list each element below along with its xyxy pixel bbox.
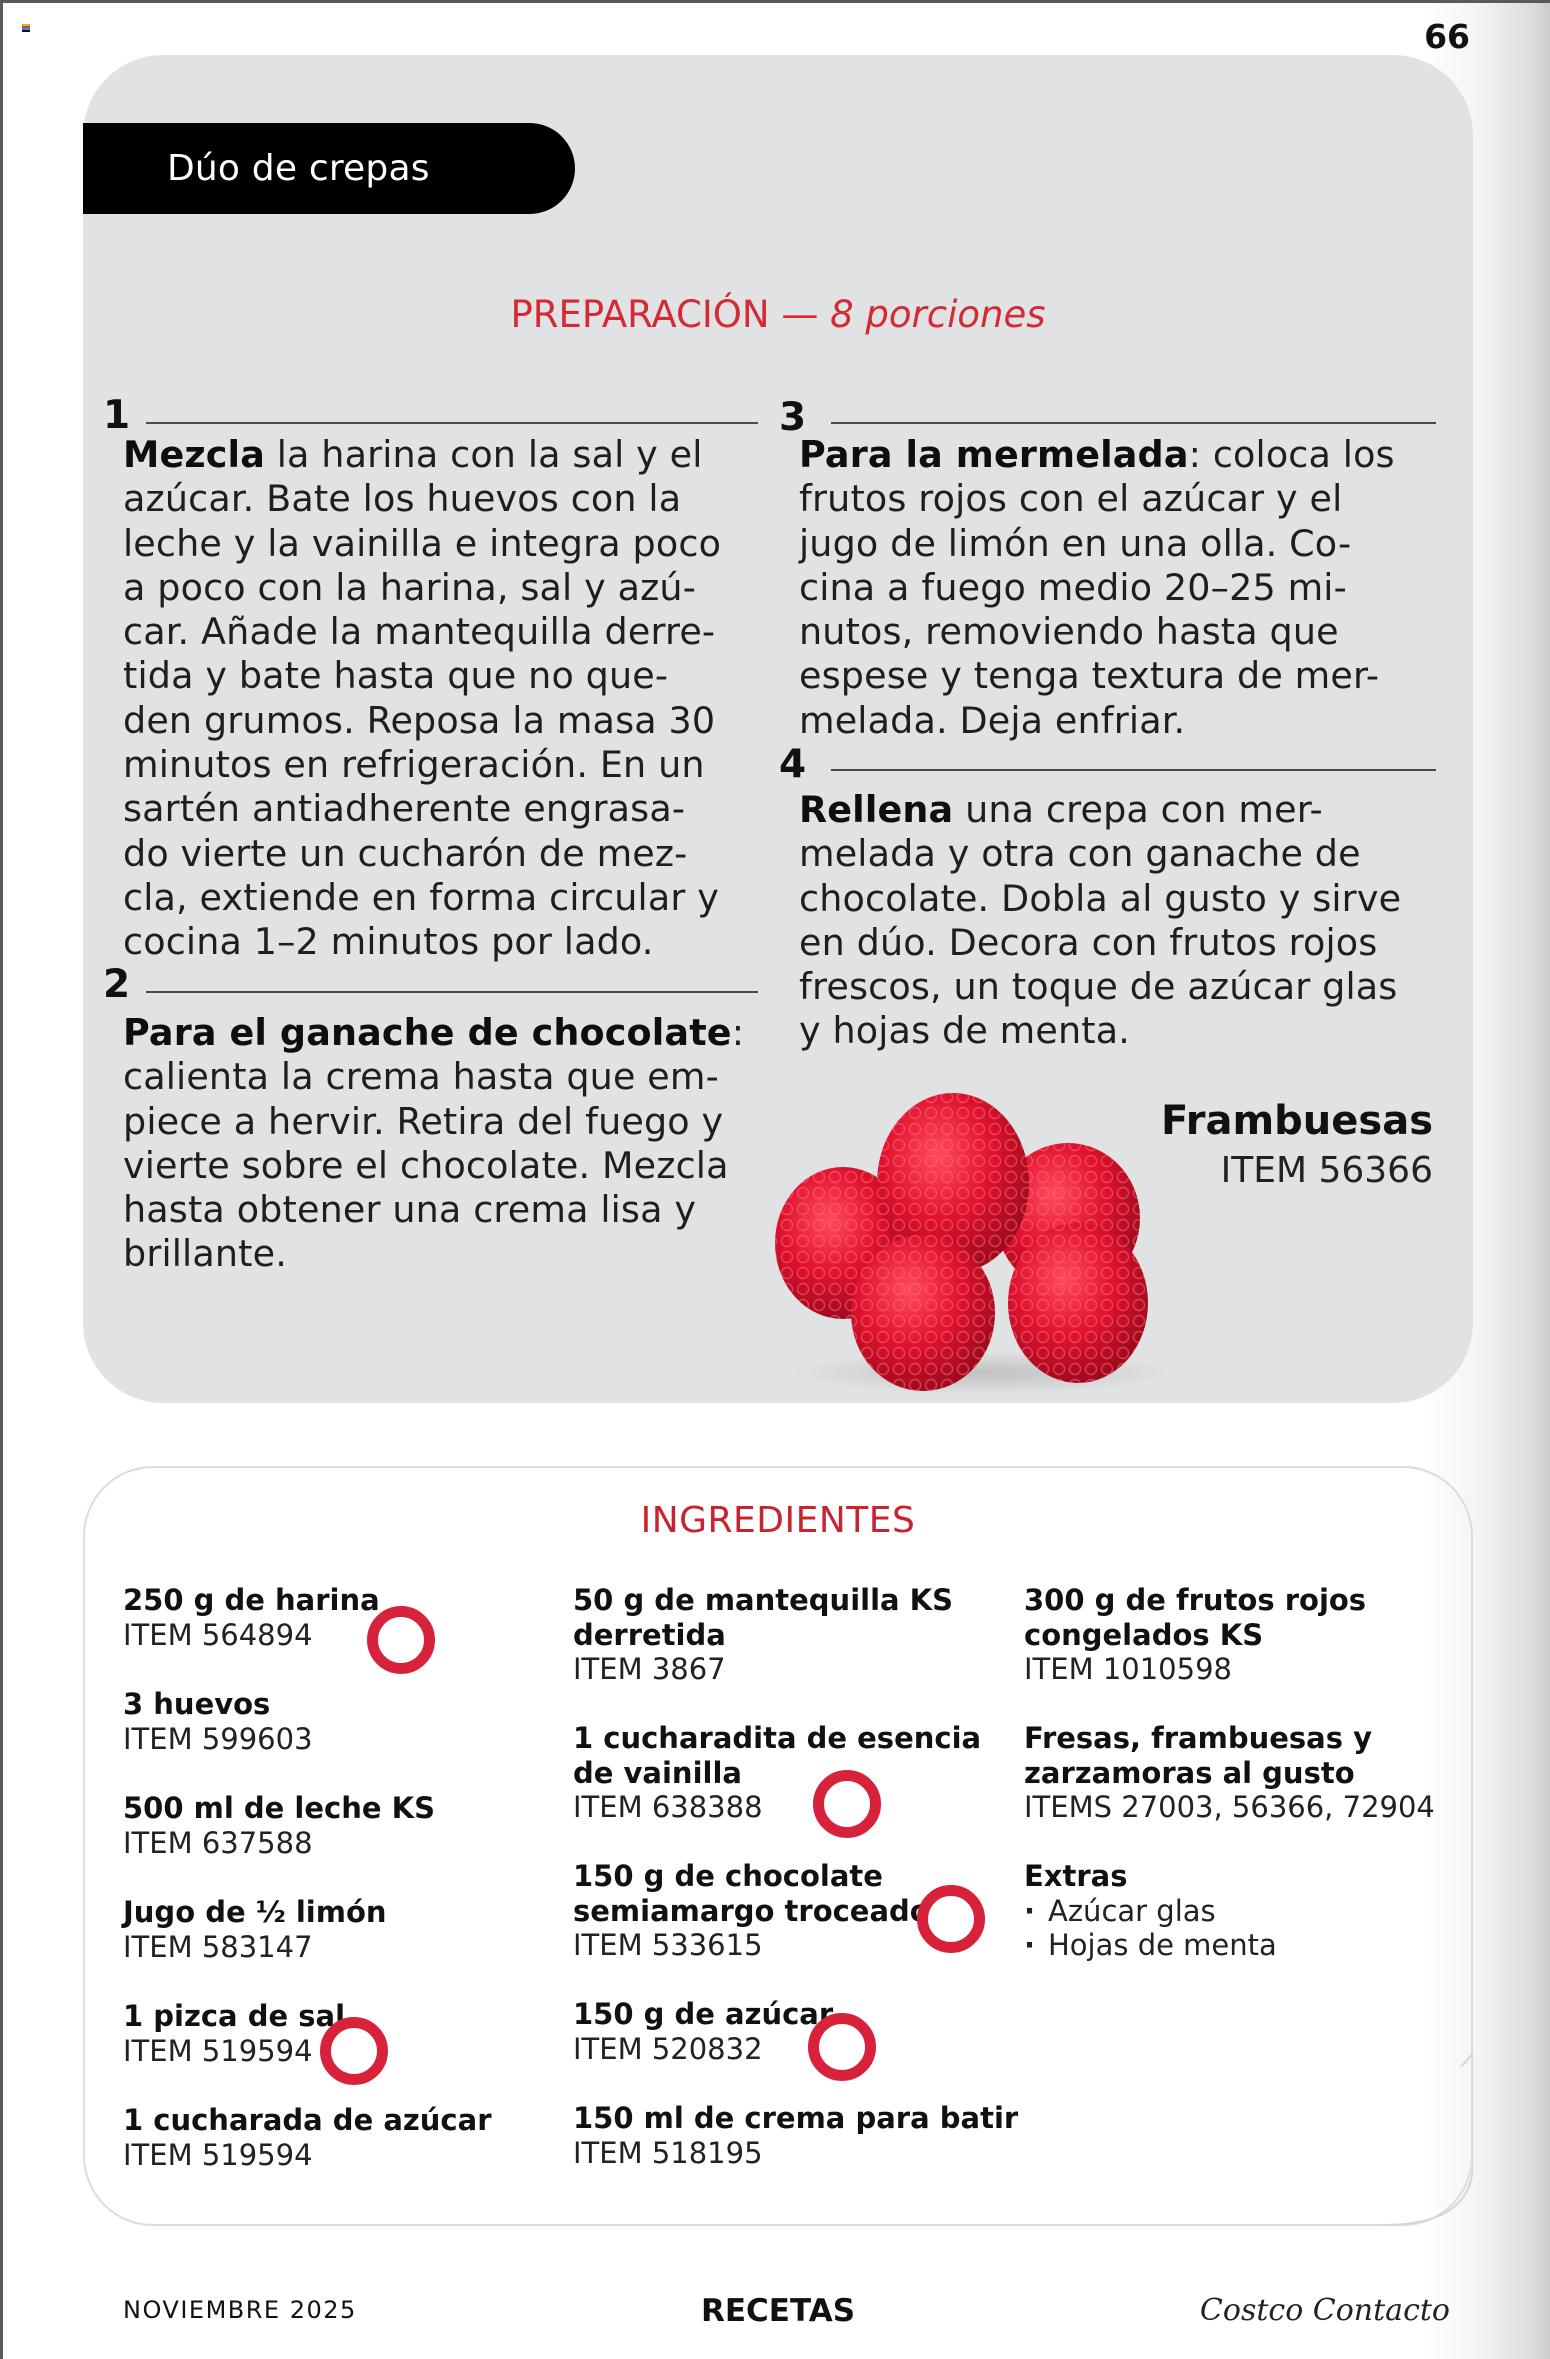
circle-annotation-harina (367, 1606, 435, 1674)
extras: Extras · Azúcar glas · Hojas de menta (1024, 1859, 1435, 1963)
ingredient-item: 150 g de azúcar ITEM 520832 (573, 1997, 834, 2066)
circle-annotation-vainilla (813, 1770, 881, 1838)
ingredient-item: 50 g de mantequilla KS derretida ITEM 3867 (573, 1583, 954, 1686)
step-1-text: Mezcla la harina con la sal y el azúcar. Bate los huevos con la leche y la vainilla e integra poco a poco con la harina, sal y azú- car. Añade la mantequilla derre- tida y bate hasta que no que- den grumos. Reposa la masa 30 minutos en refrigeración. En un sartén antiadherente engrasa- do vierte un cucharón de mez- cla, extiende en forma circular y cocina 1–2 minutos por lado. (123, 433, 722, 964)
extras-list (1024, 1894, 1435, 1963)
circle-annotation-azucar (808, 2013, 876, 2081)
ingredients-heading: INGREDIENTES (640, 1500, 916, 1541)
step-divider (831, 769, 1436, 771)
footer-section: RECETAS (700, 2293, 856, 2329)
step-number-3: 3 (779, 395, 807, 440)
step-4-text: Rellena una crepa con mer- melada y otra con ganache de chocolate. Dobla al gusto y sirve en dúo. Decora con frutos rojos frescos, un toque de azúcar glas y hojas de menta. (799, 788, 1402, 1053)
ingredients-column-3 (1024, 1583, 1435, 1963)
color-marker-icon (22, 24, 30, 32)
ingredient-item: 1 cucharada de azúcar ITEM 519594 (123, 2103, 492, 2172)
step-number-4: 4 (779, 742, 807, 787)
step-number-1: 1 (103, 393, 131, 438)
step-divider (831, 422, 1436, 424)
recipe-title: Dúo de crepas (167, 148, 430, 189)
ingredient-item: 250 g de harina ITEM 564894 (123, 1583, 380, 1652)
ingredient-item: 3 huevos ITEM 599603 (123, 1687, 313, 1756)
step-2-text: Para el ganache de chocolate: calienta la crema hasta que em- piece a hervir. Retira del fuego y vierte sobre el chocolate. Mezcla hasta obtener una crema lisa y brillante. (123, 1011, 745, 1276)
featured-product-item: ITEM 56366 (1220, 1150, 1433, 1191)
raspberries-image (763, 1073, 1183, 1393)
ingredients-column-1 (123, 1583, 492, 2207)
step-number-2: 2 (103, 962, 131, 1007)
ingredient-item: Fresas, frambuesas y zarzamoras al gusto ITEMS 27003, 56366, 72904 (1024, 1721, 1435, 1824)
recipe-title-banner (83, 123, 575, 214)
step-divider (146, 422, 758, 424)
ingredient-item: 150 ml de crema para batir ITEM 518195 (573, 2101, 1019, 2170)
preparation-heading: PREPARACIÓN — 8 porciones (510, 293, 1046, 336)
step-divider (146, 991, 758, 993)
portions: 8 porciones (830, 293, 1046, 336)
ingredient-item: 150 g de chocolate semiamargo troceado ITEM 533615 (573, 1859, 930, 1962)
ingredient-item: 1 cucharadita de esencia de vainilla ITEM 638388 (573, 1721, 982, 1824)
footer-publication: Costco Contacto (1199, 2293, 1450, 2328)
extras-item: · Hojas de menta (1024, 1928, 1435, 1963)
circle-annotation-chocolate (917, 1885, 985, 1953)
curl-arrow-icon (1383, 2043, 1473, 2233)
ingredient-item: 500 ml de leche KS ITEM 637588 (123, 1791, 435, 1860)
circle-annotation-sal (320, 2017, 388, 2085)
ingredient-item: 1 pizca de sal ITEM 519594 (123, 1999, 346, 2068)
ingredient-item: 300 g de frutos rojos congelados KS ITEM 1010598 (1024, 1583, 1367, 1686)
featured-product-name: Frambuesas (1160, 1098, 1433, 1144)
page-number: 66 (1424, 17, 1470, 56)
step-3-text: Para la mermelada: coloca los frutos rojos con el azúcar y el jugo de limón en una olla. Co- cina a fuego medio 20–25 mi- nutos, removiendo hasta que espese y tenga textura de mer- melada. Deja enfriar. (799, 433, 1395, 742)
footer-date: NOVIEMBRE 2025 (123, 2296, 357, 2324)
ingredient-item: Jugo de ½ limón ITEM 583147 (123, 1895, 387, 1964)
extras-item: · Azúcar glas (1024, 1894, 1435, 1929)
